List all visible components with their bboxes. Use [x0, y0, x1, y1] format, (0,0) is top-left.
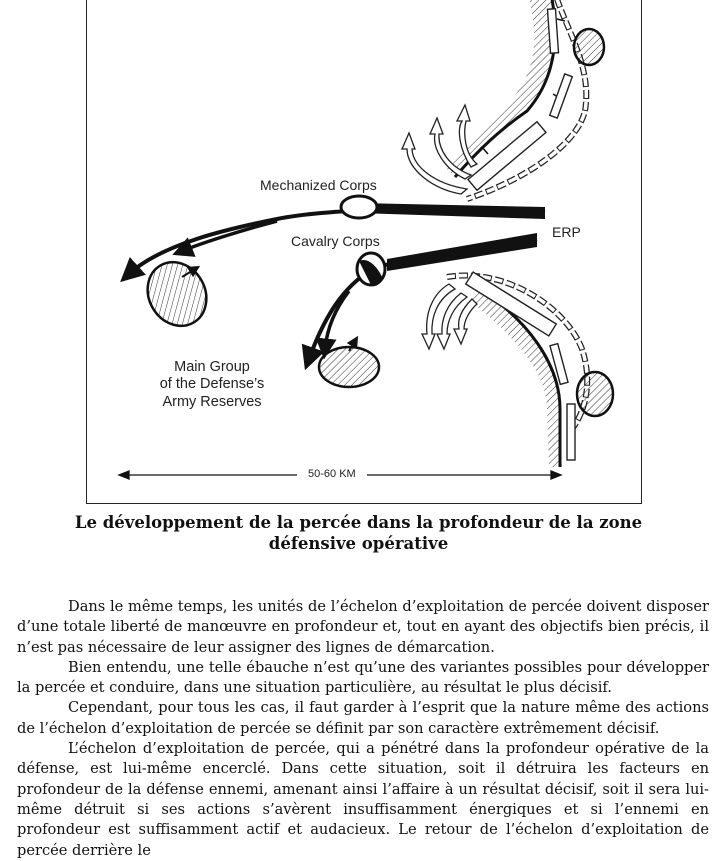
paragraph: L’échelon d’exploitation de percée, qui a pénétré dans la profondeur opérative de la défense, est lui-même encerclé. Dans cette situation, soit il détruira les facteurs en profondeur de la défense ennemi, amenant ainsi l’affaire à un résultat décisif, soit il sera lui-même détruit si ses actions s’avèrent insuffisamment énergiques et si l’ennemi en profondeur est suffisamment actif et audacieux. Le retour de l’échelon d’exploitation de percée derrière le	[17, 740, 709, 859]
operational-diagram	[86, 0, 642, 504]
mechanized-corps-branch	[182, 221, 277, 251]
diagram-svg	[87, 0, 643, 505]
lower-reserve-ellipse	[577, 372, 613, 416]
lower-counterattack-arrows	[422, 284, 477, 349]
erp-label: ERP	[552, 224, 581, 240]
figure-caption: Le développement de la percée dans la profondeur de la zone défensive opérative	[74, 513, 643, 553]
scale-label: 50-60 KM	[308, 468, 356, 480]
body-text	[17, 597, 709, 861]
upper-counterattack-arrows	[402, 105, 477, 194]
mechanized-corps-label: Mechanized Corps	[260, 177, 377, 193]
reserve-ellipse-left	[136, 251, 217, 336]
cavalry-corps-label: Cavalry Corps	[291, 233, 380, 249]
paragraph: Dans le même temps, les unités de l’échelon d’exploitation de percée doivent disposer d’une totale liberté de manœuvre en profondeur et, tout en ayant des objectifs bien précis, il n’est pas nécessaire de leur assigner des lignes de démarcation.	[17, 598, 709, 656]
upper-reserve-ellipse	[574, 29, 604, 65]
reserve-ellipse-right	[319, 347, 379, 387]
main-group-label: Main Group of the Defense’s Army Reserves	[159, 359, 265, 410]
mechanized-corps-ellipse	[341, 196, 377, 218]
paragraph: Cependant, pour tous les cas, il faut garder à l’esprit que la nature même des actions de l’échelon d’exploitation de percée se définit par son caractère extrêmement décisif.	[17, 699, 709, 737]
paragraph: Bien entendu, une telle ébauche n’est qu’une des variantes possibles pour développer la percée et conduire, dans une situation particulière, au résultat le plus décisif.	[17, 658, 709, 697]
